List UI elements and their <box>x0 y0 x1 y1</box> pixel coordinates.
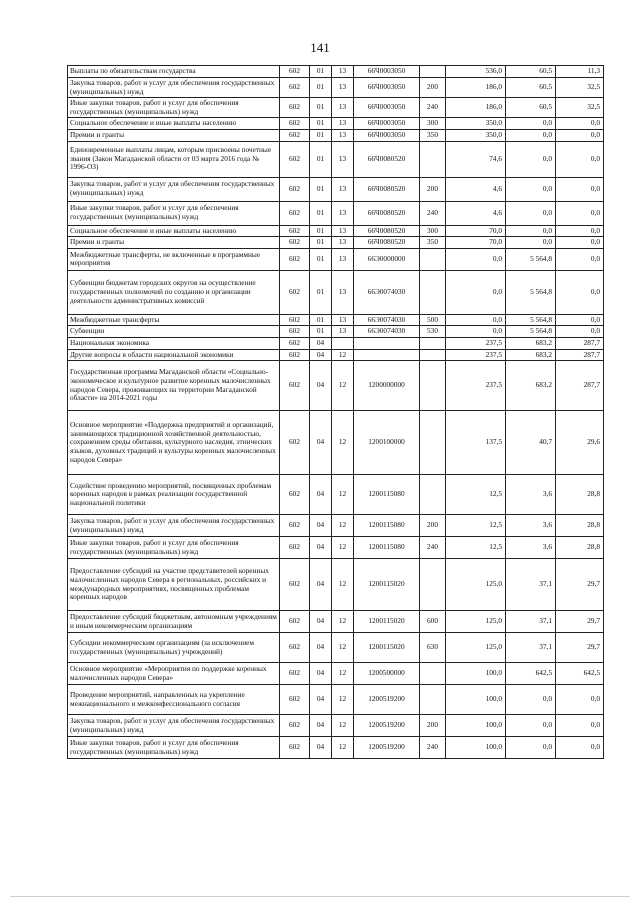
row-target-article: 66Ч0003050 <box>354 66 420 78</box>
row-target-article: 66Ч0080520 <box>354 141 420 177</box>
table-row <box>68 225 604 237</box>
row-value-executed: 40,7 <box>506 411 556 475</box>
row-subsection: 13 <box>332 270 354 314</box>
row-subsection: 12 <box>332 633 354 663</box>
budget-table-container <box>67 65 603 759</box>
row-admin-code: 602 <box>280 361 310 411</box>
row-value-percent: 0,0 <box>556 248 604 270</box>
row-value-executed: 37,1 <box>506 559 556 611</box>
row-expense-type <box>420 411 446 475</box>
row-target-article: 1200519200 <box>354 685 420 715</box>
row-value-percent: 0,0 <box>556 326 604 338</box>
row-subsection: 13 <box>332 66 354 78</box>
row-name: Иные закупки товаров, работ и услуг для обеспечения государственных (муниципальных) нужд <box>68 98 280 118</box>
row-subsection: 13 <box>332 237 354 249</box>
row-section: 04 <box>310 559 332 611</box>
row-value-approved: 12,5 <box>446 515 506 537</box>
row-subsection: 12 <box>332 611 354 633</box>
row-name: Закупка товаров, работ и услуг для обеспечения государственных (муниципальных) нужд <box>68 78 280 98</box>
row-section: 04 <box>310 349 332 361</box>
row-value-approved: 350,0 <box>446 118 506 130</box>
row-value-approved: 237,5 <box>446 361 506 411</box>
row-section: 01 <box>310 98 332 118</box>
row-admin-code: 602 <box>280 737 310 759</box>
row-value-executed: 5 564,8 <box>506 314 556 326</box>
row-value-approved: 0,0 <box>446 314 506 326</box>
row-admin-code: 602 <box>280 314 310 326</box>
row-name: Социальное обеспечение и иные выплаты населению <box>68 225 280 237</box>
row-subsection: 12 <box>332 515 354 537</box>
row-target-article: 66Э0074030 <box>354 326 420 338</box>
table-row <box>68 118 604 130</box>
row-value-approved: 137,5 <box>446 411 506 475</box>
row-subsection: 12 <box>332 737 354 759</box>
row-value-executed: 5 564,8 <box>506 270 556 314</box>
table-row <box>68 66 604 78</box>
row-value-executed: 0,0 <box>506 141 556 177</box>
row-name: Содействие проведению мероприятий, посвященных проблемам коренных народов в рамках реализации государственной национальной политики <box>68 475 280 515</box>
row-section: 04 <box>310 685 332 715</box>
row-admin-code: 602 <box>280 177 310 201</box>
row-expense-type <box>420 349 446 361</box>
row-section: 01 <box>310 78 332 98</box>
table-row <box>68 270 604 314</box>
row-expense-type <box>420 663 446 685</box>
row-name: Закупка товаров, работ и услуг для обеспечения государственных (муниципальных) нужд <box>68 715 280 737</box>
row-value-executed: 0,0 <box>506 118 556 130</box>
row-subsection: 13 <box>332 78 354 98</box>
row-value-percent: 32,5 <box>556 78 604 98</box>
row-value-percent: 0,0 <box>556 737 604 759</box>
row-value-approved: 100,0 <box>446 663 506 685</box>
row-subsection: 13 <box>332 225 354 237</box>
row-expense-type: 350 <box>420 129 446 141</box>
row-section: 01 <box>310 237 332 249</box>
row-target-article: 66Ч0003050 <box>354 118 420 130</box>
row-name: Национальная экономика <box>68 337 280 349</box>
table-row <box>68 326 604 338</box>
table-row <box>68 141 604 177</box>
row-value-executed: 3,6 <box>506 515 556 537</box>
table-row <box>68 515 604 537</box>
row-value-executed: 5 564,8 <box>506 326 556 338</box>
row-expense-type: 200 <box>420 515 446 537</box>
row-target-article: 1200500000 <box>354 663 420 685</box>
row-value-executed: 683,2 <box>506 349 556 361</box>
row-expense-type: 240 <box>420 737 446 759</box>
row-admin-code: 602 <box>280 118 310 130</box>
table-row <box>68 248 604 270</box>
row-value-executed: 0,0 <box>506 201 556 225</box>
row-section: 01 <box>310 66 332 78</box>
row-target-article: 1200519200 <box>354 737 420 759</box>
row-subsection: 12 <box>332 663 354 685</box>
row-target-article <box>354 349 420 361</box>
row-expense-type <box>420 685 446 715</box>
row-value-percent: 0,0 <box>556 177 604 201</box>
row-admin-code: 602 <box>280 66 310 78</box>
row-admin-code: 602 <box>280 98 310 118</box>
table-row <box>68 663 604 685</box>
table-row <box>68 129 604 141</box>
row-value-approved: 0,0 <box>446 270 506 314</box>
row-expense-type: 200 <box>420 715 446 737</box>
table-row <box>68 559 604 611</box>
row-value-approved: 186,0 <box>446 78 506 98</box>
row-subsection: 12 <box>332 537 354 559</box>
row-expense-type <box>420 559 446 611</box>
row-expense-type <box>420 361 446 411</box>
row-value-executed: 5 564,8 <box>506 248 556 270</box>
row-expense-type: 350 <box>420 237 446 249</box>
table-row <box>68 611 604 633</box>
row-name: Премии и гранты <box>68 129 280 141</box>
row-name: Закупка товаров, работ и услуг для обеспечения государственных (муниципальных) нужд <box>68 515 280 537</box>
row-value-percent: 0,0 <box>556 225 604 237</box>
row-value-executed: 0,0 <box>506 237 556 249</box>
row-target-article: 66Э0074030 <box>354 314 420 326</box>
row-value-executed: 37,1 <box>506 611 556 633</box>
row-expense-type: 240 <box>420 201 446 225</box>
row-expense-type <box>420 248 446 270</box>
row-admin-code: 602 <box>280 326 310 338</box>
row-admin-code: 602 <box>280 270 310 314</box>
row-expense-type: 240 <box>420 98 446 118</box>
row-value-approved: 100,0 <box>446 715 506 737</box>
row-section: 01 <box>310 177 332 201</box>
row-value-approved: 125,0 <box>446 611 506 633</box>
row-section: 01 <box>310 129 332 141</box>
row-value-percent: 32,5 <box>556 98 604 118</box>
row-section: 01 <box>310 248 332 270</box>
table-row <box>68 537 604 559</box>
row-subsection: 13 <box>332 129 354 141</box>
row-value-percent: 29,7 <box>556 559 604 611</box>
row-value-executed: 0,0 <box>506 737 556 759</box>
row-name: Субсидии некоммерческим организациям (за исключением государственных (муниципальных) учреждений) <box>68 633 280 663</box>
row-target-article: 1200519200 <box>354 715 420 737</box>
row-target-article: 66Ч0003050 <box>354 129 420 141</box>
row-subsection: 12 <box>332 349 354 361</box>
row-expense-type: 630 <box>420 633 446 663</box>
row-expense-type: 300 <box>420 118 446 130</box>
row-target-article: 66Ч0080520 <box>354 177 420 201</box>
row-section: 04 <box>310 361 332 411</box>
row-name: Иные закупки товаров, работ и услуг для обеспечения государственных (муниципальных) нужд <box>68 537 280 559</box>
table-row <box>68 98 604 118</box>
row-target-article: 66Ч0080520 <box>354 237 420 249</box>
row-subsection: 13 <box>332 141 354 177</box>
row-admin-code: 602 <box>280 78 310 98</box>
row-name: Единовременные выплаты лицам, которым присвоены почетные звания (Закон Магаданской области от 03 марта 2016 года № 1996-ОЗ) <box>68 141 280 177</box>
row-expense-type <box>420 270 446 314</box>
row-section: 04 <box>310 475 332 515</box>
row-value-approved: 350,0 <box>446 129 506 141</box>
row-value-percent: 29,6 <box>556 411 604 475</box>
row-section: 04 <box>310 537 332 559</box>
row-value-percent: 11,3 <box>556 66 604 78</box>
row-admin-code: 602 <box>280 663 310 685</box>
row-value-percent: 287,7 <box>556 337 604 349</box>
row-expense-type: 200 <box>420 177 446 201</box>
row-section: 01 <box>310 326 332 338</box>
row-name: Субвенции <box>68 326 280 338</box>
row-value-percent: 0,0 <box>556 237 604 249</box>
row-section: 01 <box>310 314 332 326</box>
row-subsection: 13 <box>332 201 354 225</box>
row-subsection: 12 <box>332 685 354 715</box>
row-value-executed: 60,5 <box>506 78 556 98</box>
table-row <box>68 337 604 349</box>
row-value-approved: 186,0 <box>446 98 506 118</box>
row-section: 04 <box>310 411 332 475</box>
row-value-approved: 0,0 <box>446 326 506 338</box>
row-value-executed: 0,0 <box>506 129 556 141</box>
row-target-article: 66Ч0080520 <box>354 201 420 225</box>
row-expense-type: 600 <box>420 611 446 633</box>
row-name: Выплаты по обязательствам государства <box>68 66 280 78</box>
table-row <box>68 201 604 225</box>
row-section: 01 <box>310 201 332 225</box>
row-section: 04 <box>310 663 332 685</box>
row-value-approved: 70,0 <box>446 237 506 249</box>
table-row <box>68 411 604 475</box>
page-number: 141 <box>310 40 330 55</box>
table-row <box>68 314 604 326</box>
table-row <box>68 177 604 201</box>
row-value-executed: 0,0 <box>506 177 556 201</box>
row-admin-code: 602 <box>280 201 310 225</box>
row-admin-code: 602 <box>280 475 310 515</box>
row-section: 01 <box>310 118 332 130</box>
row-admin-code: 602 <box>280 559 310 611</box>
table-row <box>68 349 604 361</box>
row-subsection: 13 <box>332 248 354 270</box>
row-value-approved: 74,6 <box>446 141 506 177</box>
row-value-executed: 683,2 <box>506 361 556 411</box>
budget-table <box>67 65 604 759</box>
row-expense-type: 300 <box>420 225 446 237</box>
row-value-percent: 29,7 <box>556 611 604 633</box>
row-admin-code: 602 <box>280 537 310 559</box>
row-value-approved: 100,0 <box>446 737 506 759</box>
table-row <box>68 237 604 249</box>
row-expense-type <box>420 141 446 177</box>
row-section: 04 <box>310 337 332 349</box>
row-subsection: 13 <box>332 177 354 201</box>
budget-table-body <box>68 66 604 759</box>
row-value-approved: 70,0 <box>446 225 506 237</box>
row-subsection <box>332 337 354 349</box>
row-section: 04 <box>310 715 332 737</box>
row-value-percent: 0,0 <box>556 141 604 177</box>
row-admin-code: 602 <box>280 141 310 177</box>
row-name: Государственная программа Магаданской области «Социально-экономическое и культурное развитие коренных малочисленных народов Севера, проживающих на территории Магаданской области» на 2014-2021 годы <box>68 361 280 411</box>
row-value-executed: 3,6 <box>506 475 556 515</box>
row-admin-code: 602 <box>280 715 310 737</box>
row-admin-code: 602 <box>280 633 310 663</box>
row-target-article: 1200115020 <box>354 611 420 633</box>
row-value-approved: 4,6 <box>446 201 506 225</box>
row-name: Иные закупки товаров, работ и услуг для обеспечения государственных (муниципальных) нужд <box>68 737 280 759</box>
row-value-percent: 0,0 <box>556 715 604 737</box>
table-row <box>68 633 604 663</box>
page-bottom-divider <box>10 896 630 897</box>
row-name: Социальное обеспечение и иные выплаты населению <box>68 118 280 130</box>
row-subsection: 12 <box>332 411 354 475</box>
row-value-executed: 683,2 <box>506 337 556 349</box>
row-section: 04 <box>310 737 332 759</box>
row-subsection: 12 <box>332 475 354 515</box>
row-value-executed: 0,0 <box>506 685 556 715</box>
row-value-approved: 125,0 <box>446 559 506 611</box>
row-admin-code: 602 <box>280 515 310 537</box>
row-section: 04 <box>310 611 332 633</box>
row-target-article: 1200115020 <box>354 559 420 611</box>
row-value-approved: 0,0 <box>446 248 506 270</box>
row-value-approved: 237,5 <box>446 349 506 361</box>
row-section: 01 <box>310 141 332 177</box>
row-value-percent: 29,7 <box>556 633 604 663</box>
row-target-article: 1200115020 <box>354 633 420 663</box>
row-expense-type: 500 <box>420 314 446 326</box>
row-target-article: 1200115080 <box>354 537 420 559</box>
row-target-article: 1200100000 <box>354 411 420 475</box>
row-expense-type: 240 <box>420 537 446 559</box>
row-value-approved: 12,5 <box>446 475 506 515</box>
row-value-executed: 3,6 <box>506 537 556 559</box>
row-value-percent: 28,8 <box>556 515 604 537</box>
row-value-percent: 0,0 <box>556 314 604 326</box>
row-subsection: 12 <box>332 361 354 411</box>
row-name: Предоставление субсидий на участие представителей коренных малочисленных народов Севера в региональных, российских и международных мероприятиях, посвященных проблемам коренных народов <box>68 559 280 611</box>
row-value-approved: 4,6 <box>446 177 506 201</box>
row-value-percent: 28,8 <box>556 475 604 515</box>
row-admin-code: 602 <box>280 129 310 141</box>
row-value-percent: 0,0 <box>556 201 604 225</box>
row-name: Иные закупки товаров, работ и услуг для обеспечения государственных (муниципальных) нужд <box>68 201 280 225</box>
row-name: Основное мероприятие «Мероприятия по поддержке коренных малочисленных народов Севера» <box>68 663 280 685</box>
row-name: Основное мероприятие «Поддержка предприятий и организаций, занимающихся традиционной хозяйственной деятельностью, сохранением среды обитания, культурного наследия, этнических языков, духовных традиций и культуры коренных малочисленных народов Севера» <box>68 411 280 475</box>
table-row <box>68 685 604 715</box>
row-value-approved: 125,0 <box>446 633 506 663</box>
row-name: Предоставление субсидий бюджетным, автономным учреждениям и иным некоммерческим организациям <box>68 611 280 633</box>
row-value-percent: 0,0 <box>556 129 604 141</box>
row-name: Премии и гранты <box>68 237 280 249</box>
row-value-percent: 287,7 <box>556 361 604 411</box>
row-value-percent: 0,0 <box>556 685 604 715</box>
row-value-executed: 60,5 <box>506 66 556 78</box>
row-admin-code: 602 <box>280 685 310 715</box>
row-section: 01 <box>310 270 332 314</box>
row-admin-code: 602 <box>280 237 310 249</box>
row-value-percent: 28,8 <box>556 537 604 559</box>
row-value-executed: 0,0 <box>506 225 556 237</box>
row-value-approved: 237,5 <box>446 337 506 349</box>
row-value-executed: 37,1 <box>506 633 556 663</box>
row-value-percent: 0,0 <box>556 118 604 130</box>
row-expense-type <box>420 66 446 78</box>
row-value-percent: 287,7 <box>556 349 604 361</box>
row-target-article <box>354 337 420 349</box>
table-row <box>68 737 604 759</box>
row-section: 04 <box>310 515 332 537</box>
row-value-approved: 536,0 <box>446 66 506 78</box>
row-admin-code: 602 <box>280 248 310 270</box>
table-row <box>68 475 604 515</box>
row-value-executed: 642,5 <box>506 663 556 685</box>
row-admin-code: 602 <box>280 337 310 349</box>
row-subsection: 13 <box>332 326 354 338</box>
row-subsection: 13 <box>332 314 354 326</box>
row-subsection: 13 <box>332 98 354 118</box>
row-admin-code: 602 <box>280 349 310 361</box>
row-name: Закупка товаров, работ и услуг для обеспечения государственных (муниципальных) нужд <box>68 177 280 201</box>
row-value-executed: 0,0 <box>506 715 556 737</box>
row-name: Другие вопросы в области национальной экономики <box>68 349 280 361</box>
row-target-article: 66Э0074030 <box>354 270 420 314</box>
table-row <box>68 715 604 737</box>
row-value-executed: 60,5 <box>506 98 556 118</box>
row-name: Межбюджетные трансферты <box>68 314 280 326</box>
row-name: Субвенции бюджетам городских округов на осуществление государственных полномочий по созданию и организации деятельности административных комиссий <box>68 270 280 314</box>
row-admin-code: 602 <box>280 225 310 237</box>
row-expense-type: 200 <box>420 78 446 98</box>
row-target-article: 1200115080 <box>354 515 420 537</box>
row-admin-code: 602 <box>280 411 310 475</box>
row-section: 04 <box>310 633 332 663</box>
row-value-percent: 642,5 <box>556 663 604 685</box>
row-value-approved: 12,5 <box>446 537 506 559</box>
row-name: Проведение мероприятий, направленных на укрепление межнационального и межконфессионального согласия <box>68 685 280 715</box>
row-target-article: 66Ч0003050 <box>354 98 420 118</box>
row-target-article: 66Э0000000 <box>354 248 420 270</box>
row-target-article: 1200000000 <box>354 361 420 411</box>
row-value-percent: 0,0 <box>556 270 604 314</box>
row-value-approved: 100,0 <box>446 685 506 715</box>
row-target-article: 66Ч0080520 <box>354 225 420 237</box>
table-row <box>68 78 604 98</box>
row-subsection: 13 <box>332 118 354 130</box>
row-subsection: 12 <box>332 715 354 737</box>
row-expense-type <box>420 475 446 515</box>
row-expense-type <box>420 337 446 349</box>
row-admin-code: 602 <box>280 611 310 633</box>
table-row <box>68 361 604 411</box>
row-section: 01 <box>310 225 332 237</box>
row-name: Межбюджетные трансферты, не включенные в программные мероприятия <box>68 248 280 270</box>
row-expense-type: 530 <box>420 326 446 338</box>
row-target-article: 1200115080 <box>354 475 420 515</box>
row-subsection: 12 <box>332 559 354 611</box>
row-target-article: 66Ч0003050 <box>354 78 420 98</box>
